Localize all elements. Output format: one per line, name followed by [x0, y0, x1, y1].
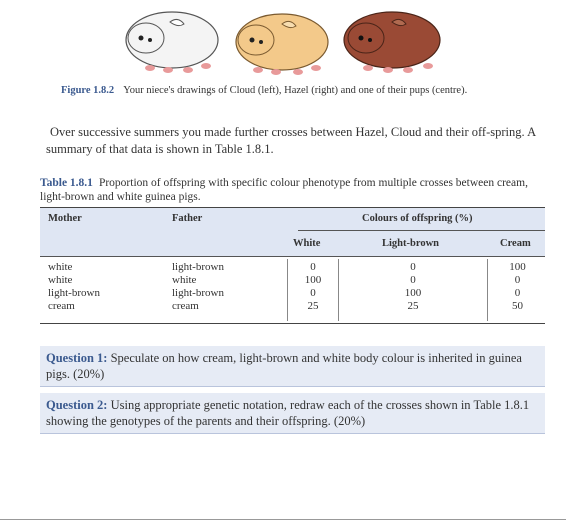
figure-label: Figure 1.8.2 [61, 85, 115, 96]
cell-cream: 50 [512, 300, 523, 312]
question-2-label: Question 2: [46, 398, 108, 412]
cell-cream: 0 [514, 274, 521, 286]
mother-column [48, 261, 168, 313]
question-2-text: Using appropriate genetic notation, redraw each of the crosses shown in Table 1.8.1 showing the genotypes of the parents and their offspring. (20%) [46, 398, 530, 428]
question-1-box [40, 346, 545, 387]
cell-white: 100 [304, 274, 322, 286]
column-divider [287, 259, 288, 321]
table-header [40, 207, 545, 257]
cell-light-brown: 25 [407, 300, 419, 312]
cell-light-brown: 100 [404, 287, 422, 299]
cell-cream: 0 [514, 287, 521, 299]
figure-caption-text: Your niece's drawings of Cloud (left), Hazel (right) and one of their pups (centre). [123, 85, 468, 96]
cell-mother: white [48, 274, 73, 286]
header-white: White [293, 238, 321, 249]
header-light-brown: Light-brown [382, 238, 439, 249]
cell-mother: cream [48, 300, 75, 312]
cell-father: light-brown [172, 287, 224, 299]
cell-white: 0 [310, 287, 316, 299]
guinea-pig-drawings [0, 0, 566, 82]
header-offspring: Colours of offspring (%) [362, 213, 473, 224]
cell-mother: light-brown [48, 287, 100, 299]
cell-father: light-brown [172, 261, 224, 273]
header-father: Father [172, 213, 203, 224]
column-divider [487, 259, 488, 321]
cell-light-brown: 0 [410, 274, 416, 286]
hazel-guinea-pig-drawing [344, 12, 440, 73]
table-body [40, 257, 545, 324]
figure-caption [61, 85, 551, 96]
cell-father: white [172, 274, 197, 286]
column-divider [338, 259, 339, 321]
page-bottom-rule [0, 519, 566, 520]
light-brown-column [340, 261, 486, 313]
cell-white: 0 [310, 261, 316, 273]
offspring-table [40, 207, 545, 324]
cell-light-brown: 0 [410, 261, 416, 273]
body-paragraph: Over successive summers you made further crosses between Hazel, Cloud and their off-spring. A summary of that data is shown in Table 1.8.1. [46, 125, 536, 156]
table-caption [40, 176, 550, 204]
father-column [172, 261, 282, 313]
cell-cream: 100 [509, 261, 526, 273]
table-caption-text: Proportion of offspring with specific colour phenotype from multiple crosses between cream, light-brown and white guinea pigs. [40, 177, 528, 203]
table-label: Table 1.8.1 [40, 177, 93, 189]
header-divider [298, 230, 545, 231]
header-cream: Cream [500, 238, 531, 249]
pup-guinea-pig-drawing [236, 14, 328, 75]
question-1-text: Speculate on how cream, light-brown and white body colour is inherited in guinea pigs. (20%) [46, 351, 522, 381]
cream-column [490, 261, 545, 313]
cloud-guinea-pig-drawing [126, 12, 218, 73]
cell-father: cream [172, 300, 199, 312]
question-2-box [40, 393, 545, 434]
white-column [290, 261, 336, 313]
header-mother: Mother [48, 213, 82, 224]
cell-white: 25 [307, 300, 319, 312]
cell-mother: white [48, 261, 73, 273]
guinea-pig-figure [0, 0, 566, 82]
question-1-label: Question 1: [46, 351, 108, 365]
